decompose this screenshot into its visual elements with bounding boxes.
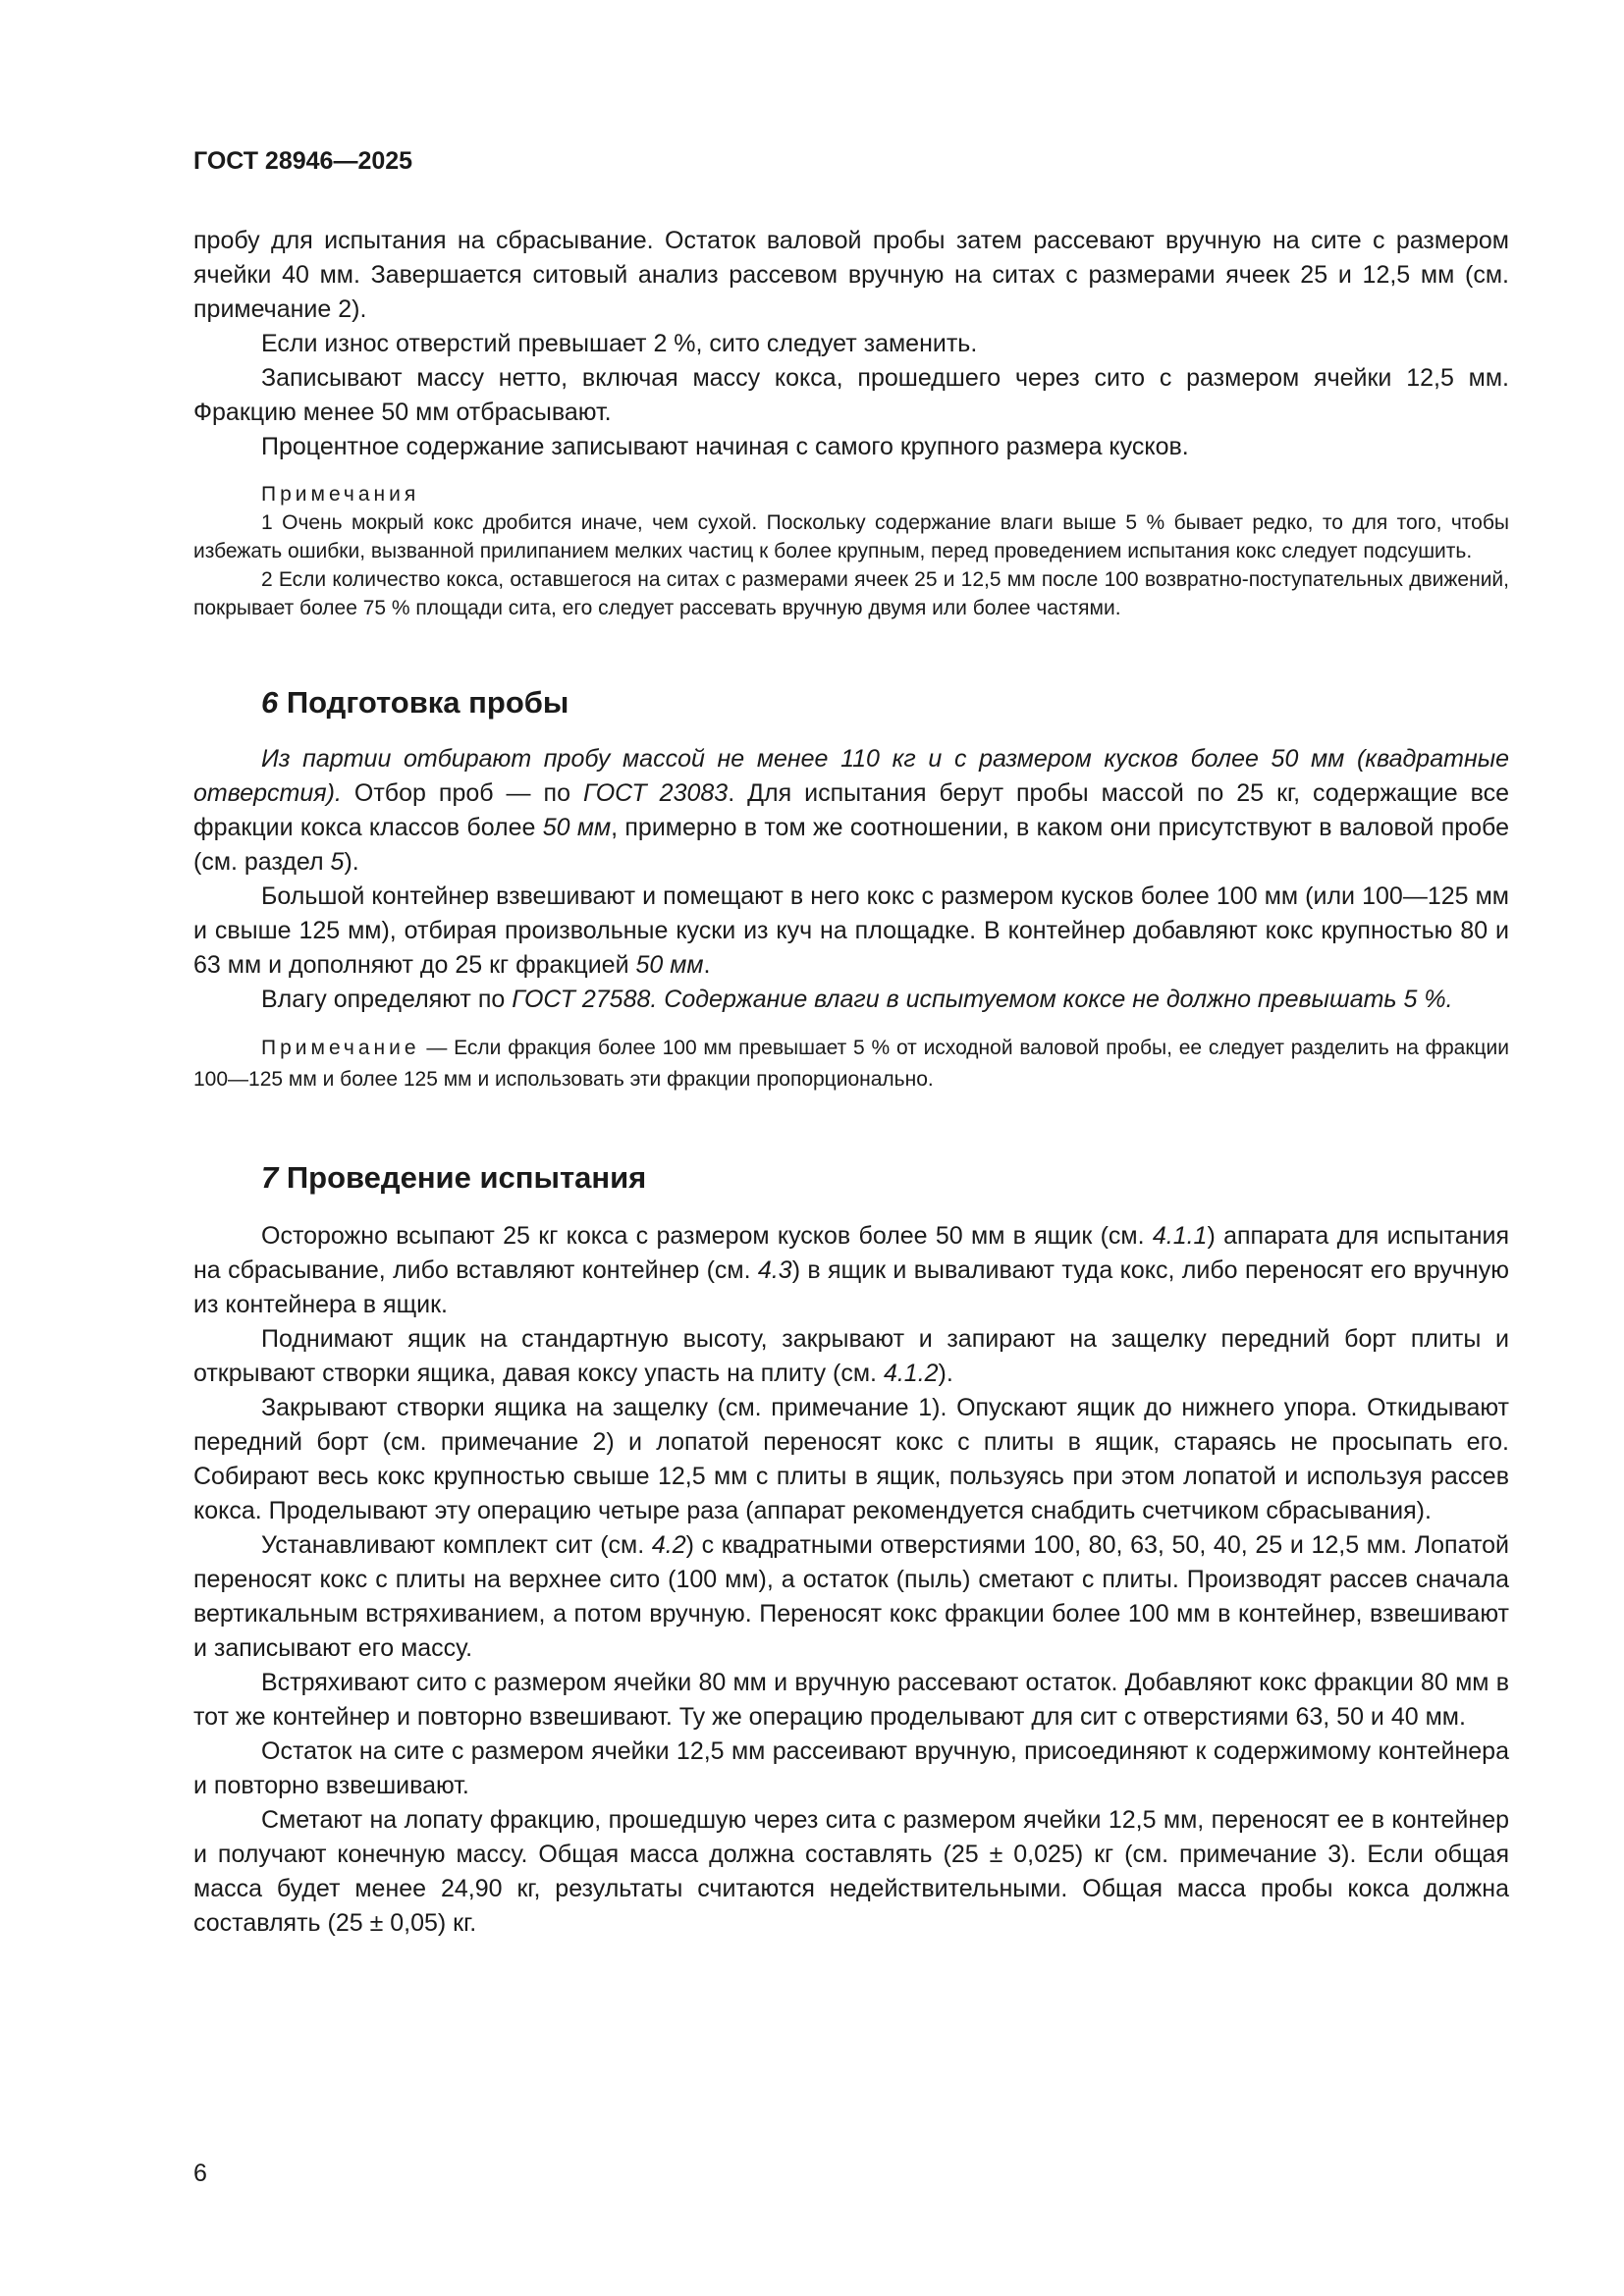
- italic-text: ГОСТ 27588. Содержание влаги в испытуемом коксе не должно превышать 5 %.: [512, 986, 1453, 1013]
- standard-reference: ГОСТ 23083: [582, 779, 729, 807]
- text-run: Устанавливают комплект сит (см.: [261, 1531, 652, 1559]
- page-number: 6: [193, 2160, 207, 2187]
- italic-text: 50 мм: [635, 951, 704, 979]
- text-run: ) аппарата для испытания на сбрасывание, либо вставляют контейнер (см.: [193, 1222, 1509, 1284]
- clause-reference: 4.1.2: [883, 1360, 939, 1387]
- section-number: 7: [261, 1160, 279, 1195]
- paragraph: [193, 1219, 1509, 1322]
- section-7-heading: [193, 1160, 1509, 1196]
- section-6-heading: [193, 685, 1509, 721]
- italic-text: Из партии отбирают пробу массой не менее 110 кг и с размером кусков более 50 мм (квадратные отверстия).: [193, 745, 1509, 807]
- notes-block: [193, 480, 1509, 622]
- document-header: ГОСТ 28946—2025: [193, 147, 413, 175]
- paragraph: Процентное содержание записывают начиная с самого крупного размера кусков.: [261, 433, 1189, 460]
- paragraph: [193, 880, 1509, 983]
- paragraph: Встряхивают сито с размером ячейки 80 мм и вручную рассевают остаток. Добавляют кокс фракции 80 мм в тот же контейнер и повторно взвешивают. Ту же операцию проделывают для сит с отверстиями 63, 50 и 40 мм.: [193, 1669, 1509, 1731]
- text-run: Отбор проб — по: [341, 779, 583, 807]
- paragraph: пробу для испытания на сбрасывание. Остаток валовой пробы затем рассевают вручную на сите с размером ячейки 40 мм. Завершается ситовый анализ рассевом вручную на ситах с размерами ячеек 25 и 12,5 мм (см. примечание 2).: [193, 227, 1509, 323]
- text-run: ).: [938, 1360, 953, 1387]
- text-run: Влагу определяют по: [261, 986, 513, 1013]
- italic-text: 50 мм: [542, 814, 612, 841]
- paragraph: [193, 1322, 1509, 1391]
- clause-reference: 4.3: [757, 1256, 792, 1284]
- note-label: Примечание: [261, 1037, 420, 1059]
- text-run: . Для испытания берут пробы массой по 25 кг, содержащие все фракции кокса классов более: [193, 779, 1509, 841]
- paragraph: Сметают на лопату фракцию, прошедшую через сита с размером ячейки 12,5 мм, переносят ее в контейнер и получают конечную массу. Общая масса должна составлять (25 ± 0,025) кг (см. примечание 3). Если общая масса будет менее 24,90 кг, результаты считаются недействительными. Общая масса пробы кокса должна составлять (25 ± 0,05) кг.: [193, 1806, 1509, 1937]
- paragraph: Остаток на сите с размером ячейки 12,5 мм рассеивают вручную, присоединяют к содержимому контейнера и повторно взвешивают.: [193, 1737, 1509, 1799]
- section-reference: 5: [330, 848, 345, 876]
- text-run: Поднимают ящик на стандартную высоту, закрывают и запирают на защелку передний борт плиты и открывают створки ящика, давая коксу упасть на плиту (см.: [193, 1325, 1509, 1387]
- text-run: Большой контейнер взвешивают и помещают в него кокс с размером кусков более 100 мм (или 100—125 мм и свыше 125 мм), отбирая произвольные куски из куч на площадке. В контейнер добавляют кокс крупностью 80 и 63 мм и дополняют до 25 кг фракцией: [193, 882, 1509, 979]
- note-text: — Если фракция более 100 мм превышает 5 % от исходной валовой пробы, ее следует разделить на фракции 100—125 мм и более 125 мм и использовать эти фракции пропорционально.: [193, 1037, 1509, 1091]
- text-run: ) в ящик и вываливают туда кокс, либо переносят его вручную из контейнера в ящик.: [193, 1256, 1509, 1318]
- notes-heading: Примечания: [261, 483, 420, 506]
- note: [193, 1033, 1509, 1095]
- text-run: ) с квадратными отверстиями 100, 80, 63, 50, 40, 25 и 12,5 мм. Лопатой переносят кокс с плиты на верхнее сито (100 мм), а остаток (пыль) сметают с плиты. Производят рассев сначала вертикальным встряхиванием, а потом вручную. Переносят кокс фракции более 100 мм в контейнер, взвешивают и записывают его массу.: [193, 1531, 1509, 1662]
- section-title: Подготовка пробы: [286, 685, 569, 720]
- clause-reference: 4.2: [651, 1531, 686, 1559]
- paragraph: [193, 742, 1509, 880]
- section-number: 6: [261, 685, 279, 720]
- page-content: [193, 224, 1509, 1941]
- text-run: Осторожно всыпают 25 кг кокса с размером кусков более 50 мм в ящик (см.: [261, 1222, 1153, 1250]
- section-title: Проведение испытания: [286, 1160, 647, 1195]
- paragraph: Записывают массу нетто, включая массу кокса, прошедшего через сито с размером ячейки 12,5 мм. Фракцию менее 50 мм отбрасывают.: [193, 364, 1509, 426]
- paragraph: Если износ отверстий превышает 2 %, сито следует заменить.: [261, 330, 978, 357]
- clause-reference: 4.1.1: [1152, 1222, 1208, 1250]
- note-1: 1 Очень мокрый кокс дробится иначе, чем сухой. Поскольку содержание влаги выше 5 % бывает редко, то для того, чтобы избежать ошибки, вызванной прилипанием мелких частиц к более крупным, перед проведением испытания кокс следует подсушить.: [193, 511, 1509, 562]
- text-run: .: [703, 951, 711, 979]
- paragraph: [193, 983, 1509, 1017]
- text-run: ).: [344, 848, 359, 876]
- note-2: 2 Если количество кокса, оставшегося на ситах с размерами ячеек 25 и 12,5 мм после 100 возвратно-поступательных движений, покрывает более 75 % площади сита, его следует рассевать вручную двумя или более частями.: [193, 568, 1509, 619]
- section-6-note: [193, 1033, 1509, 1095]
- paragraph: Закрывают створки ящика на защелку (см. примечание 1). Опускают ящик до нижнего упора. Откидывают передний борт (см. примечание 2) и лопатой переносят кокс с плиты в ящик, стараясь не просыпать его. Собирают весь кокс крупностью свыше 12,5 мм с плиты в ящик, пользуясь при этом лопатой и используя рассев кокса. Проделывают эту операцию четыре раза (аппарат рекомендуется снабдить счетчиком сбрасывания).: [193, 1394, 1509, 1524]
- text-run: , примерно в том же соотношении, в каком они присутствуют в валовой пробе (см. раздел: [193, 814, 1509, 876]
- paragraph: [193, 1528, 1509, 1666]
